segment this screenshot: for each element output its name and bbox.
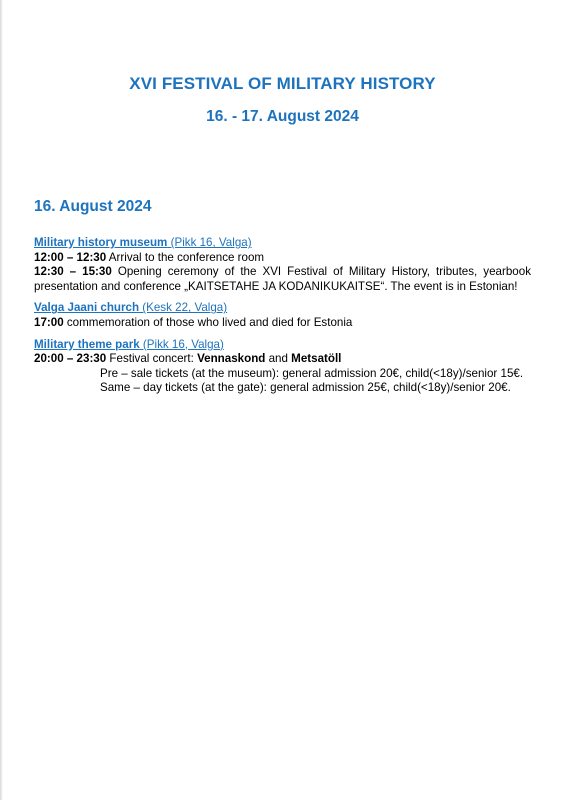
ticket-info: Pre – sale tickets (at the museum): general admission 20€, child(<18y)/senior 15€. [100, 366, 524, 380]
event-time: 12:00 – 12:30 [34, 250, 107, 264]
schedule [34, 236, 531, 396]
band-name: Metsatöll [291, 352, 342, 366]
day-heading: 16. August 2024 [34, 198, 152, 215]
ticket-info: Same – day tickets (at the gate): general admission 25€, child(<18y)/senior 20€. [100, 381, 511, 395]
festival-dates: 16. - 17. August 2024 [206, 108, 359, 125]
venue-address[interactable]: (Kesk 22, Valga) [139, 301, 228, 315]
venue-name-link[interactable]: Military theme park [34, 337, 140, 351]
event-time: 17:00 [34, 315, 64, 329]
event-text-joiner: and [265, 352, 292, 366]
event-text: Festival concert: [106, 352, 198, 366]
venue-name-link[interactable]: Military history museum [34, 236, 168, 249]
venue-name-link[interactable]: Valga Jaani church [34, 301, 140, 315]
venue-line [34, 338, 531, 353]
band-name: Vennaskond [197, 352, 266, 366]
event-text: Opening ceremony of the XVI Festival of Military History, tributes, yearbook presentation and conference „KAITSETAHE JA KODANIKUKAITSE“. The event is in Estonian! [34, 265, 531, 293]
venue-line [34, 301, 531, 316]
venue-address[interactable]: (Pikk 16, Valga) [139, 337, 224, 351]
event-text: Arrival to the conference room [106, 250, 265, 264]
event-text: commemoration of those who lived and died for Estonia [63, 315, 353, 329]
event-item [34, 265, 531, 294]
event-item [34, 251, 531, 266]
event-time: 12:30 – 15:30 [34, 265, 112, 279]
venue-valga-jaani-church [34, 301, 531, 330]
venue-military-history-museum [34, 236, 531, 294]
venue-military-theme-park [34, 338, 531, 396]
venue-line [34, 236, 531, 251]
event-item [34, 352, 531, 367]
event-item [34, 316, 531, 331]
event-time: 20:00 – 23:30 [34, 352, 107, 366]
venue-address[interactable]: (Pikk 16, Valga) [167, 236, 252, 249]
festival-title: XVI FESTIVAL OF MILITARY HISTORY [129, 74, 436, 93]
